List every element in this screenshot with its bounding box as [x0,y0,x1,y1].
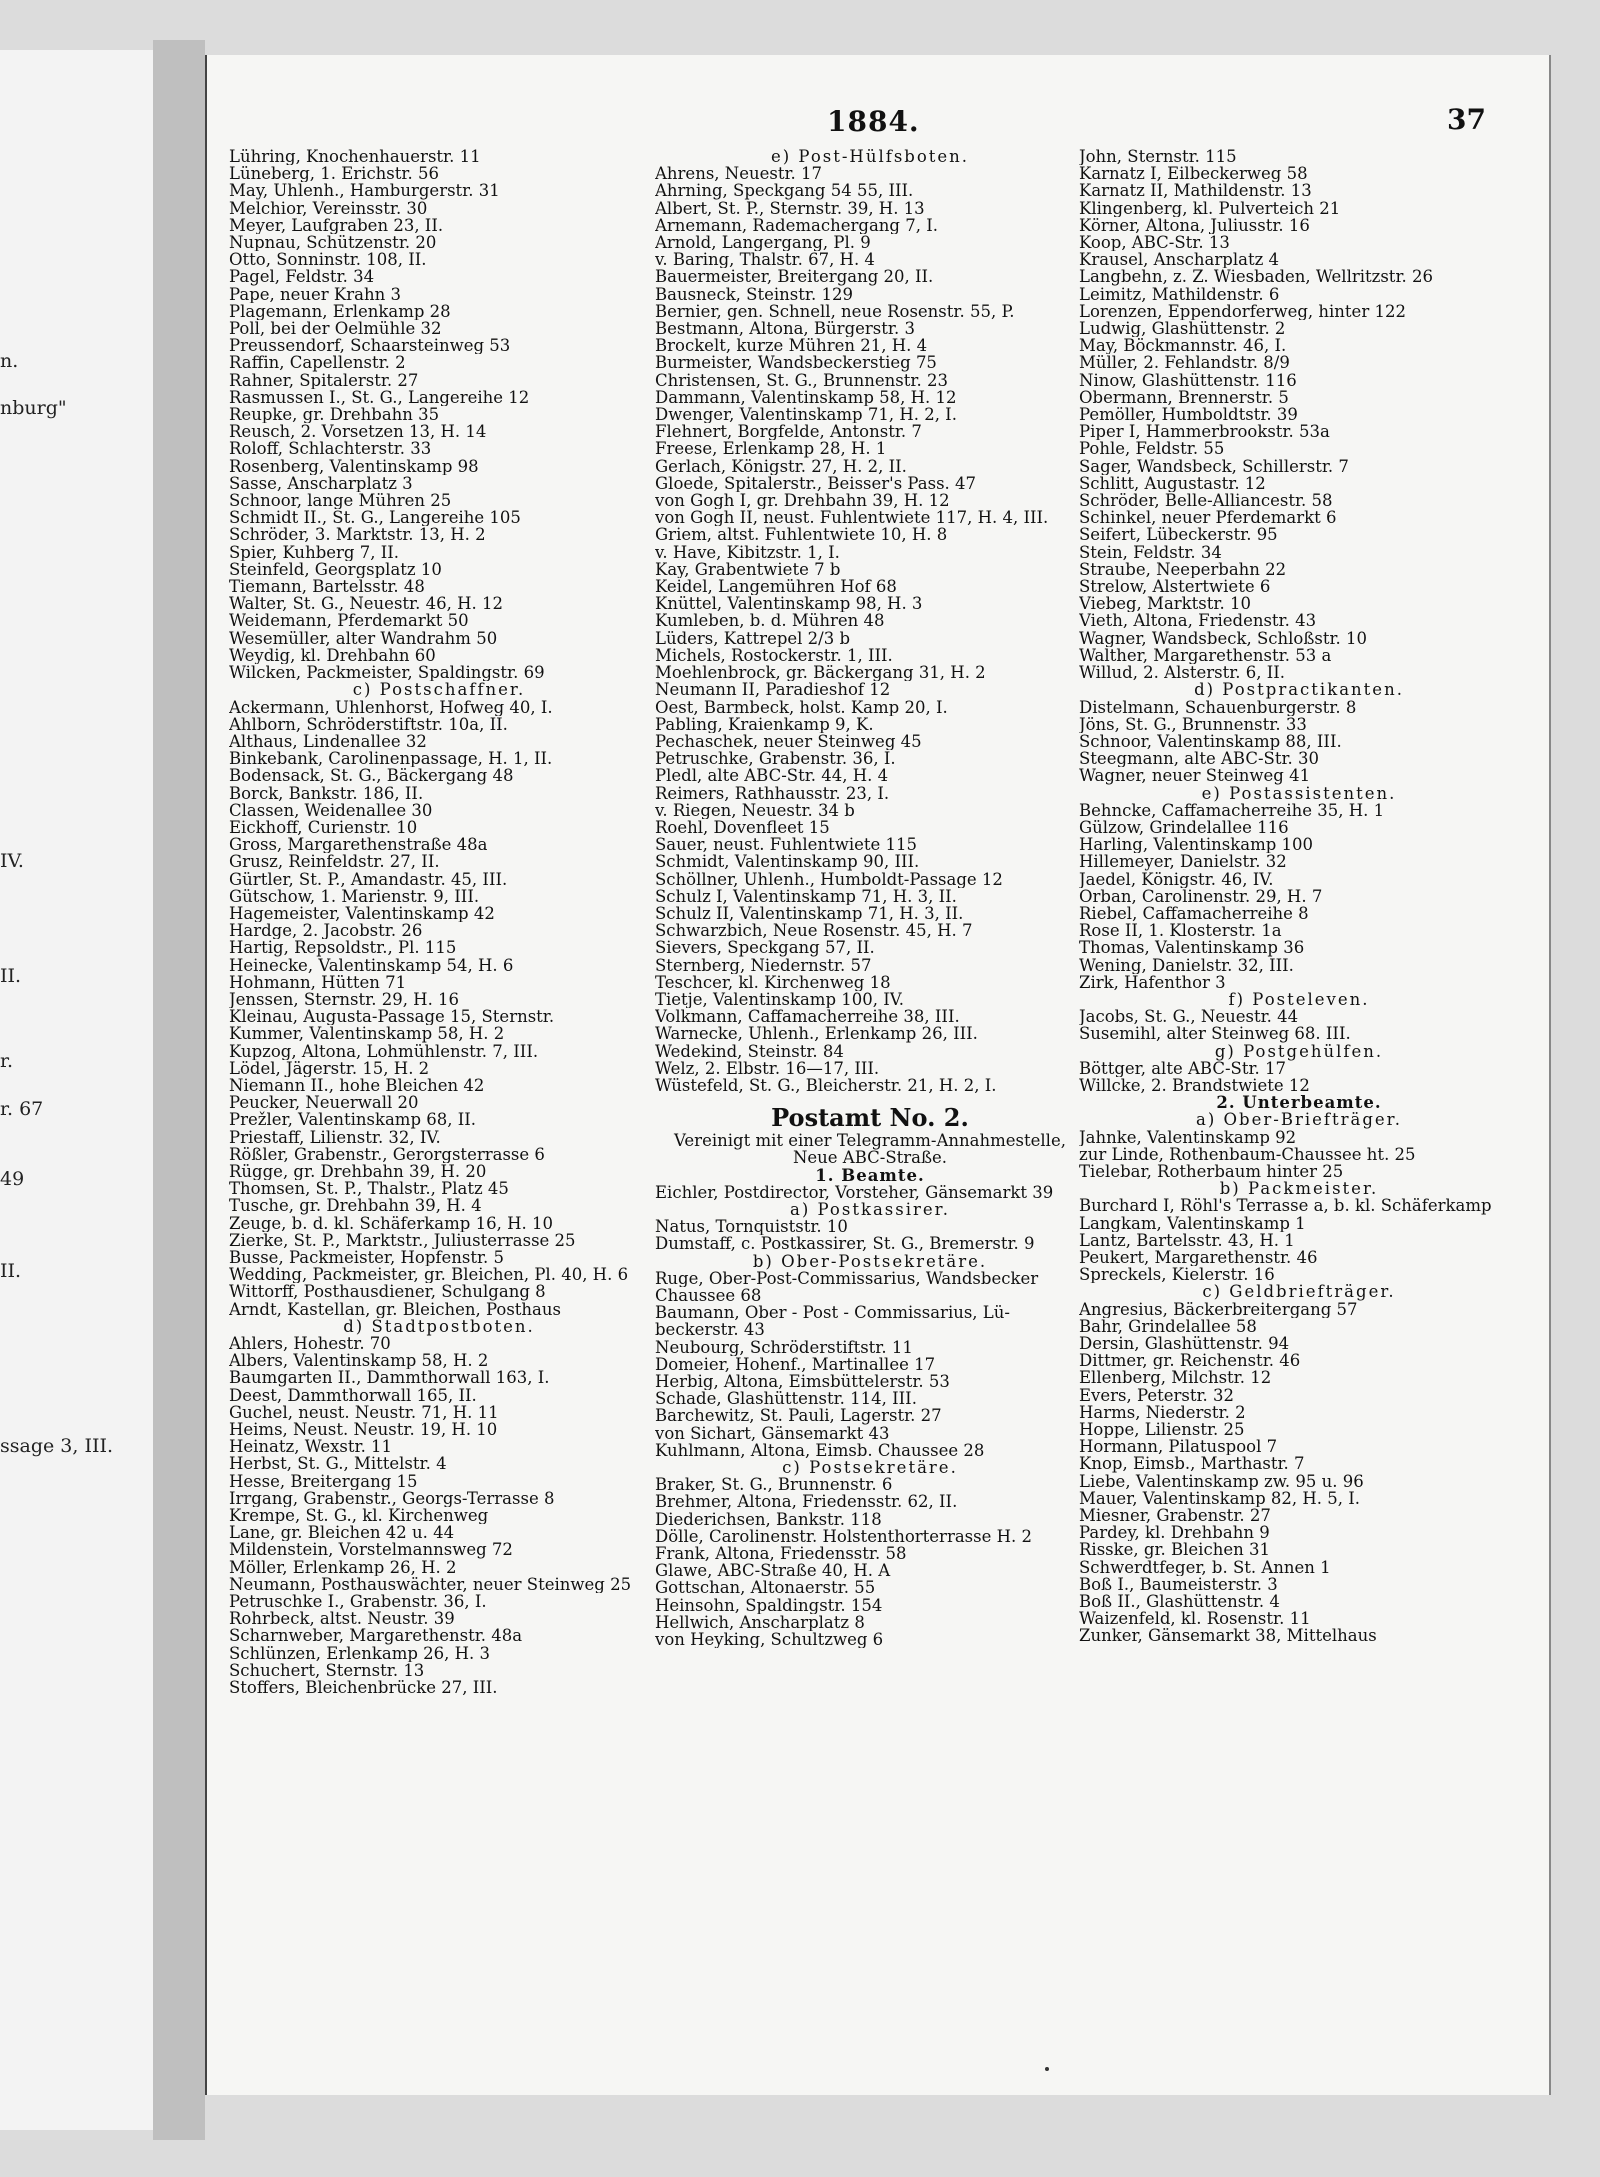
directory-entry: Willud, 2. Alsterstr. 6, II. [1079,664,1286,682]
directory-entry: Michels, Rostockerstr. 1, III. [655,646,893,665]
directory-entry: Reimers, Rathhausstr. 23, I. [655,784,890,802]
left-fragment: II. [0,1260,22,1282]
directory-entry: Evers, Peterstr. 32 [1079,1386,1235,1404]
directory-entry: Neumann II, Paradieshof 12 [655,681,891,699]
directory-entry: Volkmann, Caffamacherreihe 38, III. [655,1008,960,1026]
section-heading: g) Postgehülfen. [1214,1041,1384,1061]
directory-entry: Heinsohn, Spaldingstr. 154 [655,1596,883,1614]
directory-entry: Dittmer, gr. Reichenstr. 46 [1079,1352,1301,1370]
directory-entry: Steegmann, alte ABC-Str. 30 [1079,750,1320,768]
directory-entry: Sasse, Anscharplatz 3 [229,474,413,493]
directory-entry: Jaedel, Königstr. 46, IV. [1079,870,1274,888]
directory-entry: Hartig, Repsoldstr., Pl. 115 [229,939,457,957]
directory-entry: Eichler, Postdirector, Vorsteher, Gänsemarkt 39 [655,1183,1054,1201]
directory-entry: Pechaschek, neuer Steinweg 45 [655,732,922,751]
directory-entry: Rügge, gr. Drehbahn 39, H. 20 [229,1162,487,1181]
directory-entry: Christensen, St. G., Brunnenstr. 23 [655,371,948,389]
directory-entry: Rasmussen I., St. G., Langereihe 12 [229,388,530,407]
directory-entry: Poll, bei der Oelmühle 32 [229,320,442,338]
directory-entry: Walter, St. G., Neuestr. 46, H. 12 [229,595,503,613]
directory-entry: Zeuge, b. d. kl. Schäferkamp 16, H. 10 [229,1214,553,1232]
directory-entry: Wilcken, Packmeister, Spaldingstr. 69 [229,664,545,682]
directory-entry: Ninow, Glashüttenstr. 116 [1079,371,1297,389]
directory-entry: Knüttel, Valentinskamp 98, H. 3 [655,595,923,613]
directory-entry: Hellwich, Anscharplatz 8 [655,1613,865,1632]
directory-entry: Preussendorf, Schaarsteinweg 53 [229,337,511,355]
directory-entry: Dölle, Carolinenstr. Holstenthorterrasse H. 2 [655,1527,1032,1546]
directory-entry: Leimitz, Mathildenstr. 6 [1079,285,1280,303]
directory-entry: Wesemüller, alter Wandrahm 50 [229,629,498,647]
directory-entry: Eickhoff, Curienstr. 10 [229,818,418,837]
directory-entry: Schröder, Belle-Alliancestr. 58 [1079,492,1333,510]
directory-entry: Lüneberg, 1. Erichstr. 56 [229,165,439,183]
directory-entry: Karnatz I, Eilbeckerweg 58 [1079,165,1308,183]
directory-entry: Ahlborn, Schröderstiftstr. 10a, II. [229,715,508,733]
directory-entry: Bernier, gen. Schnell, neue Rosenstr. 55, P. [655,302,1015,321]
directory-entry: Thomsen, St. P., Thalstr., Platz 45 [229,1180,509,1198]
column-3 [1079,148,1519,1645]
directory-entry: Kummer, Valentinskamp 58, H. 2 [229,1025,505,1043]
directory-entry: Langkam, Valentinskamp 1 [1079,1214,1306,1232]
directory-entry: Tietje, Valentinskamp 100, IV. [655,990,905,1009]
directory-entry: Böttger, alte ABC-Str. 17 [1079,1059,1287,1077]
directory-entry: Pabling, Kraienkamp 9, K. [655,715,874,733]
directory-entry: Wittorff, Posthausdiener, Schulgang 8 [229,1283,546,1301]
directory-entry: Pardey, kl. Drehbahn 9 [1079,1524,1270,1542]
directory-entry: Gütschow, 1. Marienstr. 9, III. [229,887,480,905]
directory-entry: Jenssen, Sternstr. 29, H. 16 [229,990,460,1009]
directory-entry: Gross, Margarethenstraße 48a [229,836,488,854]
directory-entry: Gürtler, St. P., Amandastr. 45, III. [229,870,508,888]
directory-entry: beckerstr. 43 [655,1321,765,1339]
directory-entry: Schwerdtfeger, b. St. Annen 1 [1079,1558,1331,1576]
directory-entry: Wedding, Packmeister, gr. Bleichen, Pl. 40, H. 6 [229,1266,629,1284]
directory-entry: Neumann, Posthauswächter, neuer Steinweg 25 [229,1575,632,1594]
directory-entry: Freese, Erlenkamp 28, H. 1 [655,440,887,458]
directory-entry: Albers, Valentinskamp 58, H. 2 [229,1352,489,1370]
section-title: 2. Unterbeamte. [1216,1093,1382,1113]
directory-entry: Bodensack, St. G., Bäckergang 48 [229,767,514,785]
directory-entry: May, Uhlenh., Hamburgerstr. 31 [229,182,500,200]
section-heading: b) Packmeister. [1219,1179,1379,1199]
directory-entry: Braker, St. G., Brunnenstr. 6 [655,1476,893,1494]
directory-entry: Tiemann, Bartelsstr. 48 [229,578,425,596]
directory-entry: Distelmann, Schauenburgerstr. 8 [1079,698,1357,716]
directory-entry: Bahr, Grindelallee 58 [1079,1317,1257,1336]
directory-entry: Reupke, gr. Drehbahn 35 [229,406,440,424]
directory-entry: Lorenzen, Eppendorferweg, hinter 122 [1079,302,1406,321]
directory-entry: Kay, Grabentwiete 7 b [655,560,841,579]
directory-entry: v. Have, Kibitzstr. 1, I. [655,543,840,561]
directory-entry: Rosenberg, Valentinskamp 98 [229,457,479,475]
directory-entry: Raffin, Capellenstr. 2 [229,354,406,372]
directory-entry: Zirk, Hafenthor 3 [1079,973,1226,991]
section-heading: c) Postsekretäre. [782,1458,958,1478]
section-heading: c) Geldbriefträger. [1202,1282,1396,1302]
directory-entry: Boß II., Glashüttenstr. 4 [1079,1593,1280,1611]
directory-entry: Tusche, gr. Drehbahn 39, H. 4 [229,1197,482,1215]
directory-entry: Burchard I, Röhl's Terrasse a, b. kl. Schäferkamp [1079,1197,1492,1215]
directory-entry: Lane, gr. Bleichen 42 u. 44 [229,1524,455,1542]
directory-entry: Oest, Barmbeck, holst. Kamp 20, I. [655,698,948,716]
directory-entry: Stein, Feldstr. 34 [1079,543,1222,561]
directory-entry: Kupzog, Altona, Lohmühlenstr. 7, III. [229,1042,539,1060]
directory-entry: Hoppe, Lilienstr. 25 [1079,1421,1245,1439]
directory-entry: Roloff, Schlachterstr. 33 [229,440,432,458]
directory-entry: Schnoor, lange Mühren 25 [229,492,452,510]
section-heading: c) Postschaffner. [352,680,526,700]
directory-entry: Althaus, Lindenallee 32 [229,732,427,751]
directory-entry: Lantz, Bartelsstr. 43, H. 1 [1079,1231,1295,1249]
directory-entry: Rose II, 1. Klosterstr. 1a [1079,922,1282,940]
directory-entry: Behncke, Caffamacherreihe 35, H. 1 [1079,801,1385,819]
directory-entry: Ahrens, Neuestr. 17 [655,165,823,183]
directory-entry: Sauer, neust. Fuhlentwiete 115 [655,836,918,854]
section-heading: b) Ober-Postsekretäre. [752,1251,988,1271]
directory-entry: Herbig, Altona, Eimsbüttelerstr. 53 [655,1373,950,1391]
directory-entry: Meyer, Laufgraben 23, II. [229,216,444,235]
directory-entry: Diederichsen, Bankstr. 118 [655,1510,882,1528]
directory-entry: Roehl, Dovenfleet 15 [655,818,830,837]
directory-entry: Müller, 2. Fehlandstr. 8/9 [1079,354,1290,372]
directory-entry: Möller, Erlenkamp 26, H. 2 [229,1558,457,1576]
directory-entry: Brehmer, Altona, Friedensstr. 62, II. [655,1493,958,1511]
directory-entry: Schröder, 3. Marktstr. 13, H. 2 [229,526,486,544]
directory-entry: Scharnweber, Margarethenstr. 48a [229,1627,523,1645]
directory-entry: Kuhlmann, Altona, Eimsb. Chaussee 28 [655,1441,985,1460]
directory-entry: Nupnau, Schützenstr. 20 [229,234,437,252]
book-gutter [153,40,205,2140]
directory-entry: Brockelt, kurze Mühren 21, H. 4 [655,337,928,355]
directory-entry: Schnoor, Valentinskamp 88, III. [1079,732,1342,751]
directory-entry: Walther, Margarethenstr. 53 a [1079,646,1332,665]
directory-entry: Welz, 2. Elbstr. 16—17, III. [655,1059,880,1077]
directory-entry: Hormann, Pilatuspool 7 [1079,1438,1278,1456]
directory-entry: Jöns, St. G., Brunnenstr. 33 [1079,715,1307,733]
directory-entry: Otto, Sonninstr. 108, II. [229,251,427,269]
directory-entry: Orban, Carolinenstr. 29, H. 7 [1079,887,1323,905]
section-heading: e) Postassistenten. [1201,783,1397,803]
directory-entry: Waizenfeld, kl. Rosenstr. 11 [1079,1610,1311,1628]
directory-entry: Arnemann, Rademachergang 7, I. [655,216,938,235]
directory-entry: Chaussee 68 [655,1287,762,1305]
directory-entry: Tielebar, Rotherbaum hinter 25 [1079,1162,1344,1181]
left-fragment: n. [0,350,19,372]
directory-entry: Ackermann, Uhlenhorst, Hofweg 40, I. [229,698,553,716]
directory-entry: Pledl, alte ABC-Str. 44, H. 4 [655,767,889,785]
directory-entry: Reusch, 2. Vorsetzen 13, H. 14 [229,423,487,441]
left-fragment: II. [0,965,22,987]
directory-entry: Bestmann, Altona, Bürgerstr. 3 [655,320,915,338]
directory-entry: Stoffers, Bleichenbrücke 27, III. [229,1679,498,1697]
left-fragment: IV. [0,850,24,872]
directory-entry: Steinfeld, Georgsplatz 10 [229,560,442,579]
directory-entry: Krausel, Anscharplatz 4 [1079,251,1280,269]
left-page-edge [0,50,157,2130]
column-2 [655,148,1085,1648]
section-heading: a) Postkassirer. [789,1199,950,1219]
section-title: 1. Beamte. [815,1165,925,1185]
section-heading: d) Stadtpostboten. [343,1316,535,1336]
directory-entry: Mauer, Valentinskamp 82, H. 5, I. [1079,1489,1360,1508]
directory-entry: Dwenger, Valentinskamp 71, H. 2, I. [655,406,957,424]
directory-entry: Pape, neuer Krahn 3 [229,285,401,303]
directory-entry: zur Linde, Rothenbaum-Chaussee ht. 25 [1079,1145,1416,1163]
directory-entry: Irrgang, Grabenstr., Georgs-Terrasse 8 [229,1489,555,1508]
directory-entry: Lüders, Kattrepel 2/3 b [655,629,851,647]
directory-entry: Hardge, 2. Jacobstr. 26 [229,922,423,940]
directory-entry: Gloede, Spitalerstr., Beisser's Pass. 47 [655,474,977,493]
directory-entry: von Gogh I, gr. Drehbahn 39, H. 12 [655,492,950,510]
directory-entry: Weydig, kl. Drehbahn 60 [229,646,436,665]
directory-entry: Borck, Bankstr. 186, II. [229,784,424,802]
directory-entry: Wedekind, Steinstr. 84 [655,1042,844,1060]
directory-entry: Liebe, Valentinskamp zw. 95 u. 96 [1079,1472,1364,1490]
directory-entry: Ludwig, Glashüttenstr. 2 [1079,320,1286,338]
page-number: 37 [1447,103,1486,136]
directory-entry: Lödel, Jägerstr. 15, H. 2 [229,1059,430,1077]
directory-entry: Ruge, Ober-Post-Commissarius, Wandsbecker [655,1269,1039,1287]
directory-entry: von Heyking, Schultzweg 6 [655,1631,884,1649]
directory-entry: Harling, Valentinskamp 100 [1079,836,1314,854]
directory-entry: Ahrning, Speckgang 54 55, III. [655,182,914,200]
directory-entry: Karnatz II, Mathildenstr. 13 [1079,182,1312,200]
office-title: Postamt No. 2. [771,1103,969,1133]
directory-entry: Weidemann, Pferdemarkt 50 [229,612,469,630]
directory-entry: Hillemeyer, Danielstr. 32 [1079,853,1287,871]
directory-entry: Neubourg, Schröderstiftstr. 11 [655,1338,913,1356]
directory-entry: Pohle, Feldstr. 55 [1079,440,1225,458]
section-heading: f) Posteleven. [1228,989,1370,1009]
directory-entry: Koop, ABC-Str. 13 [1079,234,1230,252]
directory-entry: Hesse, Breitergang 15 [229,1472,418,1490]
directory-entry: Petruschke, Grabenstr. 36, I. [655,750,896,768]
directory-entry: Spreckels, Kielerstr. 16 [1079,1266,1275,1284]
column-1 [229,148,649,1696]
directory-entry: Warnecke, Uhlenh., Erlenkamp 26, III. [655,1025,978,1043]
directory-entry: Schöllner, Uhlenh., Humboldt-Passage 12 [655,870,1003,888]
directory-entry: Piper I, Hammerbrookstr. 53a [1079,423,1330,441]
left-fragment: 49 [0,1168,25,1190]
directory-entry: Peukert, Margarethenstr. 46 [1079,1249,1318,1267]
left-fragment: nburg" [0,397,67,419]
directory-entry: Sager, Wandsbeck, Schillerstr. 7 [1079,457,1349,475]
directory-entry: Schinkel, neuer Pferdemarkt 6 [1079,509,1337,527]
directory-entry: Hagemeister, Valentinskamp 42 [229,904,495,923]
directory-entry: v. Baring, Thalstr. 67, H. 4 [655,251,875,269]
directory-entry: Burmeister, Wandsbeckerstieg 75 [655,354,937,372]
directory-page [205,55,1551,2095]
directory-entry: Niemann II., hohe Bleichen 42 [229,1076,485,1095]
left-fragment: r. [0,1050,14,1072]
directory-entry: Rößler, Grabenstr., Gerorgsterrasse 6 [229,1145,545,1163]
directory-entry: v. Riegen, Neuestr. 34 b [655,801,855,819]
directory-entry: Schmidt II., St. G., Langereihe 105 [229,509,521,527]
directory-entry: Zunker, Gänsemarkt 38, Mittelhaus [1079,1627,1377,1645]
directory-entry: Classen, Weidenallee 30 [229,801,433,819]
directory-entry: Klingenberg, kl. Pulverteich 21 [1079,199,1341,217]
directory-entry: Dersin, Glashüttenstr. 94 [1079,1335,1290,1353]
directory-entry: Vieth, Altona, Friedenstr. 43 [1079,612,1317,630]
ink-dot [1045,2067,1049,2071]
page-year: 1884. [827,105,920,138]
directory-entry: Miesner, Grabenstr. 27 [1079,1507,1271,1525]
directory-entry: Mildenstein, Vorstelmannsweg 72 [229,1541,513,1559]
directory-entry: Sternberg, Niedernstr. 57 [655,956,872,974]
directory-entry: Heinecke, Valentinskamp 54, H. 6 [229,956,514,974]
directory-entry: Dumstaff, c. Postkassirer, St. G., Bremerstr. 9 [655,1235,1035,1253]
directory-entry: Rahner, Spitalerstr. 27 [229,371,419,389]
directory-entry: Riebel, Caffamacherreihe 8 [1079,904,1309,923]
directory-entry: Schulz II, Valentinskamp 71, H. 3, II. [655,904,964,923]
directory-entry: Keidel, Langemühren Hof 68 [655,578,897,596]
directory-entry: Baumann, Ober - Post - Commissarius, Lü- [655,1304,1010,1322]
section-heading: a) Ober-Briefträger. [1196,1110,1402,1130]
directory-entry: Straube, Neeperbahn 22 [1079,560,1287,579]
section-heading: e) Post-Hülfsboten. [770,147,970,166]
directory-entry: Herbst, St. G., Mittelstr. 4 [229,1455,447,1473]
directory-entry: Strelow, Alstertwiete 6 [1079,578,1271,596]
directory-entry: Melchior, Vereinsstr. 30 [229,199,428,217]
left-fragment: ssage 3, III. [0,1435,113,1457]
directory-entry: Wagner, Wandsbeck, Schloßstr. 10 [1079,629,1368,647]
directory-entry: Harms, Niederstr. 2 [1079,1403,1246,1422]
directory-entry: Schlitt, Augustastr. 12 [1079,474,1266,493]
directory-entry: Wüstefeld, St. G., Bleicherstr. 21, H. 2, I. [655,1076,997,1095]
directory-entry: Grusz, Reinfeldstr. 27, II. [229,853,440,871]
directory-entry: Deest, Dammthorwall 165, II. [229,1386,477,1404]
directory-entry: Kumleben, b. d. Mühren 48 [655,612,885,630]
directory-entry: Binkebank, Carolinenpassage, H. 1, II. [229,750,553,768]
directory-entry: Albert, St. P., Sternstr. 39, H. 13 [655,199,925,217]
directory-entry: Plagemann, Erlenkamp 28 [229,302,451,321]
directory-entry: Lühring, Knochenhauerstr. 11 [229,148,481,166]
directory-entry: Griem, altst. Fuhlentwiete 10, H. 8 [655,526,948,544]
directory-entry: Guchel, neust. Neustr. 71, H. 11 [229,1403,499,1422]
directory-entry: Heinatz, Wexstr. 11 [229,1438,393,1456]
directory-entry: Priestaff, Lilienstr. 32, IV. [229,1128,441,1146]
directory-entry: Schade, Glashüttenstr. 114, III. [655,1390,917,1408]
office-subtitle: Neue ABC-Straße. [792,1148,948,1168]
directory-entry: Susemihl, alter Steinweg 68. III. [1079,1025,1351,1043]
directory-entry: Jahnke, Valentinskamp 92 [1079,1128,1297,1146]
directory-entry: Busse, Packmeister, Hopfenstr. 5 [229,1249,505,1267]
directory-entry: Zierke, St. P., Marktstr., Juliusterrasse 25 [229,1231,576,1249]
directory-entry: Viebeg, Marktstr. 10 [1079,595,1251,613]
directory-entry: von Gogh II, neust. Fuhlentwiete 117, H. 4, III. [655,509,1049,527]
directory-entry: Ellenberg, Milchstr. 12 [1079,1369,1272,1387]
directory-entry: Seifert, Lübeckerstr. 95 [1079,526,1278,544]
directory-entry: Heims, Neust. Neustr. 19, H. 10 [229,1421,498,1439]
directory-entry: Baumgarten II., Dammthorwall 163, I. [229,1369,550,1387]
directory-entry: Schuchert, Sternstr. 13 [229,1661,425,1680]
directory-entry: Jacobs, St. G., Neuestr. 44 [1079,1008,1299,1026]
directory-entry: Thomas, Valentinskamp 36 [1079,939,1305,957]
directory-entry: Domeier, Hohenf., Martinallee 17 [655,1355,936,1374]
directory-entry: Pagel, Feldstr. 34 [229,268,375,286]
directory-entry: Prežler, Valentinskamp 68, II. [229,1111,477,1129]
directory-entry: Arnold, Langergang, Pl. 9 [655,234,871,252]
directory-entry: Barchewitz, St. Pauli, Lagerstr. 27 [655,1407,942,1425]
directory-entry: May, Böckmannstr. 46, I. [1079,337,1287,355]
directory-entry: Gerlach, Königstr. 27, H. 2, II. [655,457,907,475]
directory-entry: Spier, Kuhberg 7, II. [229,543,399,561]
directory-entry: Wagner, neuer Steinweg 41 [1079,767,1311,785]
directory-entry: Rohrbeck, altst. Neustr. 39 [229,1610,455,1628]
directory-entry: Natus, Tornquiststr. 10 [655,1218,848,1236]
directory-entry: Sievers, Speckgang 57, II. [655,939,875,957]
directory-entry: Ahlers, Hohestr. 70 [229,1335,391,1353]
directory-entry: Flehnert, Borgfelde, Antonstr. 7 [655,423,922,441]
section-heading: d) Postpractikanten. [1194,680,1404,700]
directory-entry: Körner, Altona, Juliusstr. 16 [1079,216,1310,235]
directory-entry: Peucker, Neuerwall 20 [229,1094,419,1112]
directory-entry: Gottschan, Altonaerstr. 55 [655,1579,876,1597]
directory-entry: Wening, Danielstr. 32, III. [1079,956,1294,974]
directory-entry: Schwarzbich, Neue Rosenstr. 45, H. 7 [655,922,973,940]
directory-entry: Schlünzen, Erlenkamp 26, H. 3 [229,1644,491,1662]
directory-entry: Moehlenbrock, gr. Bäckergang 31, H. 2 [655,664,986,682]
directory-entry: Knop, Eimsb., Marthastr. 7 [1079,1455,1305,1473]
directory-entry: Arndt, Kastellan, gr. Bleichen, Posthaus [229,1300,561,1318]
directory-entry: Gülzow, Grindelallee 116 [1079,818,1289,837]
directory-entry: Angresius, Bäckerbreitergang 57 [1079,1300,1358,1318]
directory-entry: Kleinau, Augusta-Passage 15, Sternstr. [229,1008,555,1026]
directory-entry: Frank, Altona, Friedensstr. 58 [655,1545,907,1563]
directory-entry: Schmidt, Valentinskamp 90, III. [655,853,920,871]
directory-entry: Hohmann, Hütten 71 [229,973,407,991]
directory-entry: Bauermeister, Breitergang 20, II. [655,268,934,286]
directory-entry: Krempe, St. G., kl. Kirchenweg [229,1507,489,1525]
directory-entry: Pemöller, Humboldtstr. 39 [1079,406,1298,424]
directory-entry: Willcke, 2. Brandstwiete 12 [1079,1076,1310,1095]
directory-entry: Teschcer, kl. Kirchenweg 18 [655,973,891,991]
directory-entry: John, Sternstr. 115 [1079,148,1237,166]
left-fragment: r. 67 [0,1098,44,1120]
directory-entry: Boß I., Baumeisterstr. 3 [1079,1575,1278,1594]
directory-entry: Schulz I, Valentinskamp 71, H. 3, II. [655,887,957,905]
directory-entry: Glawe, ABC-Straße 40, H. A [655,1562,891,1580]
directory-entry: von Sichart, Gänsemarkt 43 [655,1424,890,1442]
directory-entry: Risske, gr. Bleichen 31 [1079,1541,1270,1559]
office-subtitle: Vereinigt mit einer Telegramm-Annahmestelle, [674,1131,1066,1151]
directory-entry: Dammann, Valentinskamp 58, H. 12 [655,388,957,407]
directory-entry: Langbehn, z. Z. Wiesbaden, Wellritzstr. 26 [1079,268,1434,286]
directory-entry: Obermann, Brennerstr. 5 [1079,388,1289,407]
directory-entry: Bausneck, Steinstr. 129 [655,285,853,303]
directory-entry: Petruschke I., Grabenstr. 36, I. [229,1593,487,1611]
